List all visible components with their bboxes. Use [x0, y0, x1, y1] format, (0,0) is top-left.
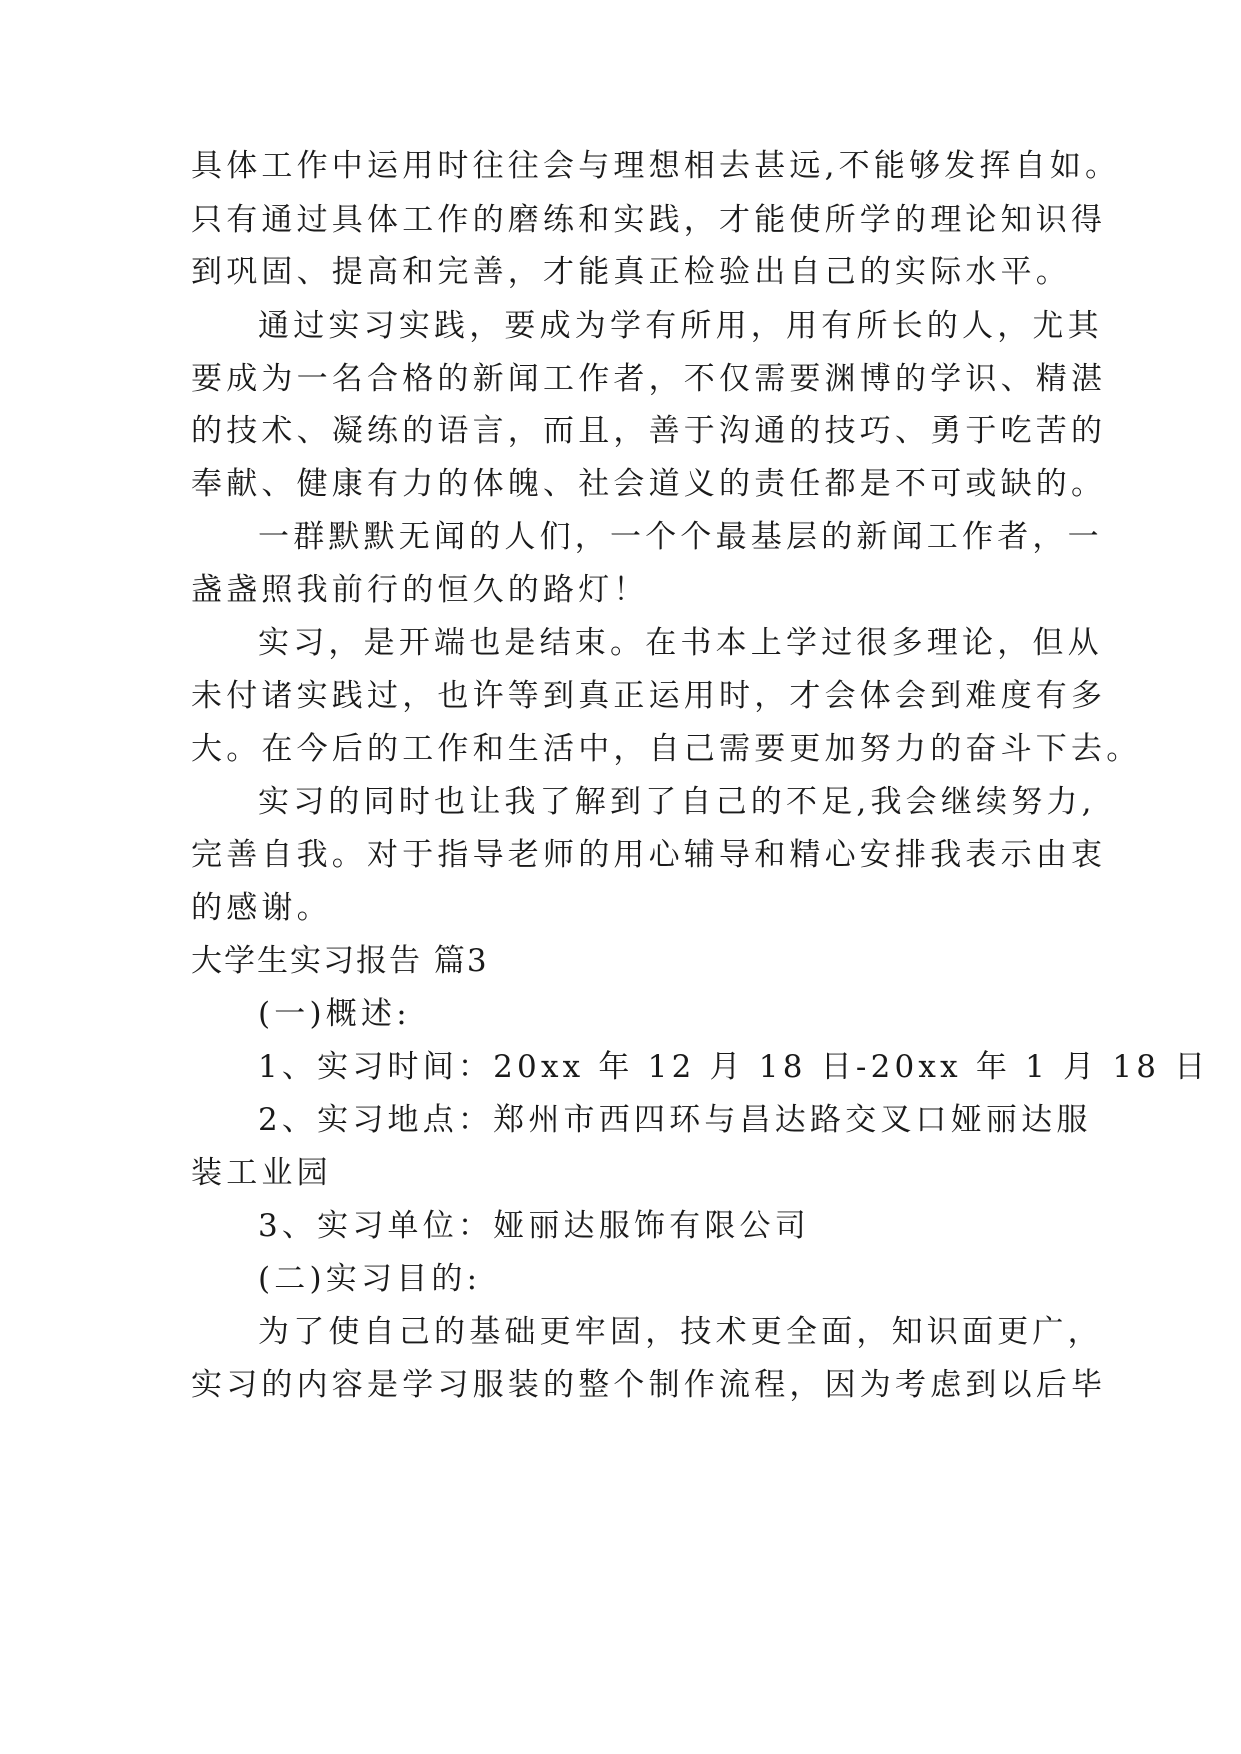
- paragraph-line: 到巩固、提高和完善，才能真正检验出自己的实际水平。: [191, 254, 1071, 290]
- paragraph-line: 一群默默无闻的人们，一个个最基层的新闻工作者，一: [258, 519, 1103, 555]
- paragraph-line: 盏盏照我前行的恒久的路灯！: [191, 572, 649, 608]
- paragraph-line: 只有通过具体工作的磨练和实践，才能使所学的理论知识得: [191, 202, 1107, 238]
- subsection-heading: (二)实习目的:: [258, 1261, 482, 1297]
- list-item-continuation: 装工业园: [191, 1155, 332, 1191]
- paragraph-line: 的技术、凝练的语言，而且，善于沟通的技巧、勇于吃苦的: [191, 413, 1107, 449]
- paragraph-line: 通过实习实践，要成为学有所用，用有所长的人，尤其: [258, 308, 1103, 344]
- paragraph-line: 实习的同时也让我了解到了自己的不足,我会继续努力,: [258, 784, 1096, 820]
- paragraph-line: 具体工作中运用时往往会与理想相去甚远,不能够发挥自如。: [191, 148, 1121, 184]
- paragraph-line: 为了使自己的基础更牢固，技术更全面，知识面更广，: [258, 1314, 1103, 1350]
- paragraph-line: 的感谢。: [191, 890, 332, 926]
- paragraph-line: 未付诸实践过，也许等到真正运用时，才会体会到难度有多: [191, 678, 1107, 714]
- section-heading: 大学生实习报告 篇3: [191, 943, 489, 979]
- list-item: 2、实习地点：郑州市西四环与昌达路交叉口娅丽达服: [258, 1102, 1092, 1138]
- list-item: 3、实习单位：娅丽达服饰有限公司: [258, 1208, 810, 1244]
- paragraph-line: 奉献、健康有力的体魄、社会道义的责任都是不可或缺的。: [191, 466, 1107, 502]
- subsection-heading: (一)概述:: [258, 996, 411, 1032]
- paragraph-line: 实习的内容是学习服装的整个制作流程，因为考虑到以后毕: [191, 1367, 1107, 1403]
- paragraph-line: 要成为一名合格的新闻工作者，不仅需要渊博的学识、精湛: [191, 361, 1107, 397]
- paragraph-line: 完善自我。对于指导老师的用心辅导和精心安排我表示由衷: [191, 837, 1107, 873]
- paragraph-line: 实习，是开端也是结束。在书本上学过很多理论，但从: [258, 625, 1103, 661]
- paragraph-line: 大。在今后的工作和生活中，自己需要更加努力的奋斗下去。: [191, 731, 1142, 767]
- list-item: 1、实习时间：20xx 年 12 月 18 日-20xx 年 1 月 18 日: [258, 1049, 1210, 1085]
